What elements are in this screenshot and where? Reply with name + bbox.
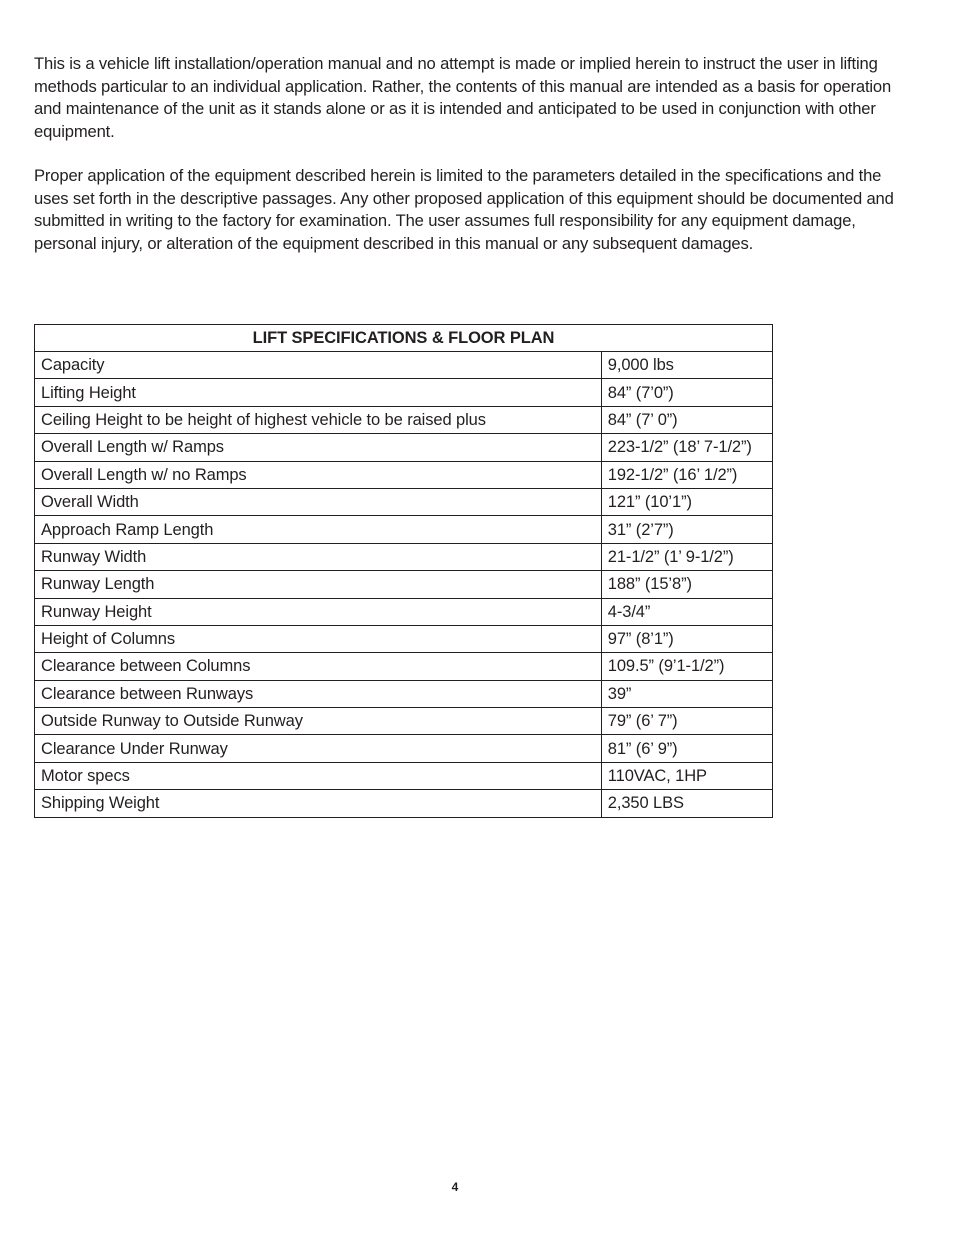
spec-value: 39” [601, 680, 772, 707]
table-row [35, 488, 773, 515]
spec-value: 4-3/4” [601, 598, 772, 625]
spec-value: 192-1/2” (16’ 1/2”) [601, 461, 772, 488]
spec-label: Overall Length w/ Ramps [35, 434, 602, 461]
spec-value: 109.5” (9’1-1/2”) [601, 653, 772, 680]
table-row [35, 379, 773, 406]
spec-value: 110VAC, 1HP [601, 762, 772, 789]
spec-label: Height of Columns [35, 625, 602, 652]
spec-value: 31” (2’7”) [601, 516, 772, 543]
spec-label: Clearance between Columns [35, 653, 602, 680]
spec-label: Clearance between Runways [35, 680, 602, 707]
spec-value: 97” (8’1”) [601, 625, 772, 652]
spec-value: 188” (15’8”) [601, 571, 772, 598]
intro-paragraph: This is a vehicle lift installation/operation manual and no attempt is made or implied herein to instruct the user in lifting methods particular to an individual application. Rather, the contents of this manual are intended as a basis for operation and maintenance of the unit as it stands alone or as it is intended and anticipated to be used in conjunction with other equipment. [34, 54, 892, 141]
spec-label: Motor specs [35, 762, 602, 789]
spec-label: Overall Length w/ no Ramps [35, 461, 602, 488]
spec-value: 21-1/2” (1’ 9-1/2”) [601, 543, 772, 570]
spec-value: 9,000 lbs [601, 352, 772, 379]
spec-label: Overall Width [35, 488, 602, 515]
spec-value: 81” (6’ 9”) [601, 735, 772, 762]
table-row [35, 708, 773, 735]
application-paragraph: Proper application of the equipment described herein is limited to the parameters detailed in the specifications and the uses set forth in the descriptive passages. Any other proposed application of this equipment should be documented and submitted in writing to the factory for examination. The user assumes full responsibility for any equipment damage, personal injury, or alteration of the equipment described in this manual or any subsequent damages. [34, 166, 894, 253]
table-row [35, 406, 773, 433]
table-row [35, 516, 773, 543]
table-row [35, 543, 773, 570]
spec-value: 223-1/2” (18’ 7-1/2”) [601, 434, 772, 461]
table-row [35, 434, 773, 461]
table-row [35, 653, 773, 680]
spec-label: Runway Width [35, 543, 602, 570]
lift-specifications-table [34, 324, 773, 818]
spec-label: Runway Length [35, 571, 602, 598]
page-number: 4 [451, 1180, 459, 1194]
spec-label: Runway Height [35, 598, 602, 625]
table-title: LIFT SPECIFICATIONS & FLOOR PLAN [35, 325, 773, 352]
spec-value: 2,350 LBS [601, 790, 772, 817]
table-header-row [35, 325, 773, 352]
table-row [35, 790, 773, 817]
spec-label: Ceiling Height to be height of highest vehicle to be raised plus [35, 406, 602, 433]
spec-label: Lifting Height [35, 379, 602, 406]
spec-value: 84” (7’0”) [601, 379, 772, 406]
table-row [35, 625, 773, 652]
table-row [35, 680, 773, 707]
table-row [35, 461, 773, 488]
table-row [35, 762, 773, 789]
spec-value: 79” (6’ 7”) [601, 708, 772, 735]
spec-label: Approach Ramp Length [35, 516, 602, 543]
table-row [35, 352, 773, 379]
table-row [35, 571, 773, 598]
spec-label: Outside Runway to Outside Runway [35, 708, 602, 735]
spec-label: Clearance Under Runway [35, 735, 602, 762]
spec-value: 84” (7’ 0”) [601, 406, 772, 433]
spec-label: Shipping Weight [35, 790, 602, 817]
spec-label: Capacity [35, 352, 602, 379]
table-row [35, 598, 773, 625]
table-row [35, 735, 773, 762]
spec-value: 121” (10’1”) [601, 488, 772, 515]
